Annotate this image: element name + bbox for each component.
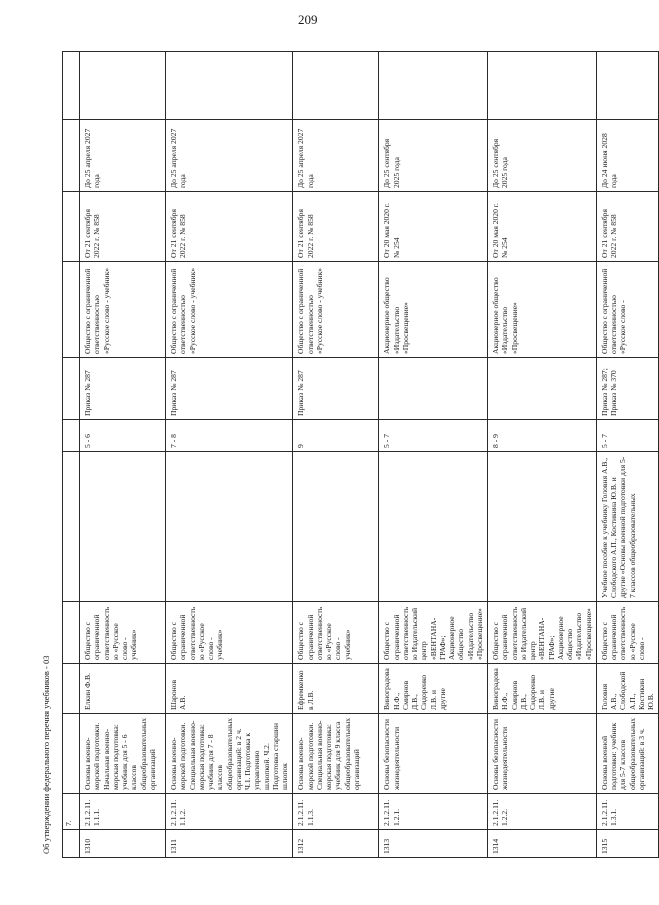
cell-empty: [293, 52, 379, 120]
cell-holder: Акционерное общество «Издательство «Просвещение»: [379, 262, 488, 358]
cell-date: От 21 сентября 2022 г. № 858: [80, 192, 166, 262]
table-row: [166, 52, 293, 858]
cell-holder: Общество с ограниченной ответственностью «Русское слово -: [596, 262, 659, 358]
header-cell: [63, 664, 80, 714]
table-row: [293, 52, 379, 858]
cell-publisher: Общество с ограниченной ответственностью «Русское слово - учебник»: [293, 602, 379, 664]
cell-date: От 21 сентября 2022 г. № 858: [166, 192, 293, 262]
cell-authors: Елкин Ф.В.: [80, 664, 166, 714]
cell-until: До 25 апреля 2027 года: [80, 120, 166, 192]
cell-num: 1315: [596, 830, 659, 858]
cell-code: 2.1.2.11. 1.1.3.: [293, 794, 379, 830]
cell-authors: Ефремкенков Л.В.: [293, 664, 379, 714]
cell-authors: Головня А.В., Слободской А.П., Костикин Ю.В.: [596, 664, 659, 714]
cell-holder: Общество с ограниченной ответственностью «Русское слово - учебник»: [166, 262, 293, 358]
cell-empty: [596, 52, 659, 120]
cell-code: 2.1.2.11. 1.3.1.: [596, 794, 659, 830]
cell-manual: [166, 452, 293, 602]
cell-date: От 20 мая 2020 г. № 254: [488, 192, 597, 262]
cell-authors: Виноградова Н.Ф., Смирнов Д.В., Сидоренко Л.В. и другие: [488, 664, 597, 714]
cell-order: Приказ № 287: [293, 358, 379, 420]
cell-holder: Общество с ограниченной ответственностью «Русское слово - учебник»: [293, 262, 379, 358]
cell-order: Приказ № 287: [80, 358, 166, 420]
table-row: [488, 52, 597, 858]
cell-num: 1313: [379, 830, 488, 858]
cell-num: 1314: [488, 830, 597, 858]
cell-grades: 5 - 7: [379, 420, 488, 452]
cell-order: Приказ № 287; Приказ № 370: [596, 358, 659, 420]
cell-empty: [488, 52, 597, 120]
cell-publisher: Общество с ограниченной ответственностью Издательский центр «ВЕНТАНА-ГРАФ»; Акционерное общество «Издательство «Просвещение»: [488, 602, 597, 664]
table-row: [596, 52, 659, 858]
cell-date: От 20 мая 2020 г. № 254: [379, 192, 488, 262]
header-cell: [63, 420, 80, 452]
cell-date: От 21 сентября 2022 г. № 858: [293, 192, 379, 262]
header-cell: [63, 830, 80, 858]
cell-num: 1312: [293, 830, 379, 858]
footer-text: Об утверждении федерального перечня учебников - 03: [41, 655, 51, 854]
cell-until: До 25 сентября 2025 года: [379, 120, 488, 192]
cell-grades: 5 - 7: [596, 420, 659, 452]
cell-title: Основы безопасности жизнедеятельности: [379, 714, 488, 794]
cell-manual: [293, 452, 379, 602]
cell-publisher: Общество с ограниченной ответственностью «Русское слово - учебник»: [166, 602, 293, 664]
cell-order: [379, 358, 488, 420]
cell-manual: [488, 452, 597, 602]
cell-manual: [379, 452, 488, 602]
cell-manual: [80, 452, 166, 602]
cell-until: До 25 апреля 2027 года: [293, 120, 379, 192]
header-cell: [63, 714, 80, 794]
cell-publisher: Общество с ограниченной ответственностью «Русское слово - учебник»: [80, 602, 166, 664]
cell-title: Основы военной подготовки: учебник для 5-7 классов общеобразовательных организаций: в 3 ч.: [596, 714, 659, 794]
cell-grades: 9: [293, 420, 379, 452]
cell-num: 1310: [80, 830, 166, 858]
cell-until: До 24 июня 2028 года: [596, 120, 659, 192]
cell-empty: [166, 52, 293, 120]
cell-until: До 25 апреля 2027 года: [166, 120, 293, 192]
table-row: [379, 52, 488, 858]
cell-publisher: Общество с ограниченной ответственностью Издательский центр «ВЕНТАНА-ГРАФ»; Акционерное общество «Издательство «Просвещение»: [379, 602, 488, 664]
cell-authors: Шаронов А.В.: [166, 664, 293, 714]
cell-date: От 21 сентября 2022 г. № 858: [596, 192, 659, 262]
cell-title: Основы военно-морской подготовки. Специальная военно-морская подготовка: учебник для 9 класса общеобразовательных организаций: [293, 714, 379, 794]
header-cell: [63, 452, 80, 602]
cell-holder: Акционерное общество «Издательство «Просвещение»: [488, 262, 597, 358]
header-cell: [63, 52, 80, 120]
cell-code: 2.1.2.11. 1.2.1.: [379, 794, 488, 830]
cell-order: [488, 358, 597, 420]
cell-code: 2.1.2.11. 1.2.2.: [488, 794, 597, 830]
cell-publisher: Общество с ограниченной ответственностью «Русское слово -: [596, 602, 659, 664]
cell-order: Приказ № 287: [166, 358, 293, 420]
cell-empty: [80, 52, 166, 120]
header-cell: [63, 262, 80, 358]
header-cell: [63, 358, 80, 420]
cell-code: 2.1.2.11. 1.1.2.: [166, 794, 293, 830]
cell-empty: [379, 52, 488, 120]
cell-title: Основы военно-морской подготовки. Начальная военно-морская подготовка: учебник для 5 - 6 классов общеобразовательных организаций: [80, 714, 166, 794]
cell-grades: 7 - 8: [166, 420, 293, 452]
cell-grades: 5 - 6: [80, 420, 166, 452]
footer-container: [36, 52, 56, 858]
textbook-list-table: [62, 51, 659, 858]
header-cell: [63, 120, 80, 192]
table-row: [80, 52, 166, 858]
header-cell: 7.: [63, 794, 80, 830]
cell-until: До 25 сентября 2025 года: [488, 120, 597, 192]
header-cell: [63, 602, 80, 664]
cell-title: Основы безопасности жизнедеятельности: [488, 714, 597, 794]
cell-grades: 8 - 9: [488, 420, 597, 452]
cell-authors: Виноградова Н.Ф., Смирнов Д.В., Сидоренко Л.В. и другие: [379, 664, 488, 714]
page-number: 209: [298, 12, 318, 27]
header-cell: [63, 192, 80, 262]
cell-holder: Общество с ограниченной ответственностью «Русское слово - учебник»: [80, 262, 166, 358]
cell-num: 1311: [166, 830, 293, 858]
rotated-table-container: [62, 52, 655, 858]
cell-title: Основы военно-морской подготовки. Специальная военно-морская подготовка: учебник для 7 - 8 классов общеобразовательных организаций: в 2 ч. Ч.1. Подготовка к управлению шлюпкой. Ч.2. Подготовка старшин шлюпок: [166, 714, 293, 794]
cell-code: 2.1.2.11. 1.1.1.: [80, 794, 166, 830]
cell-manual: Учебное пособие к учебнику Головня А.В., Слободского А.П., Костикина Ю.В. и другие «Основы военной подготовки для 5-7 классов общеобразовательных: [596, 452, 659, 602]
header-row: [63, 52, 80, 858]
